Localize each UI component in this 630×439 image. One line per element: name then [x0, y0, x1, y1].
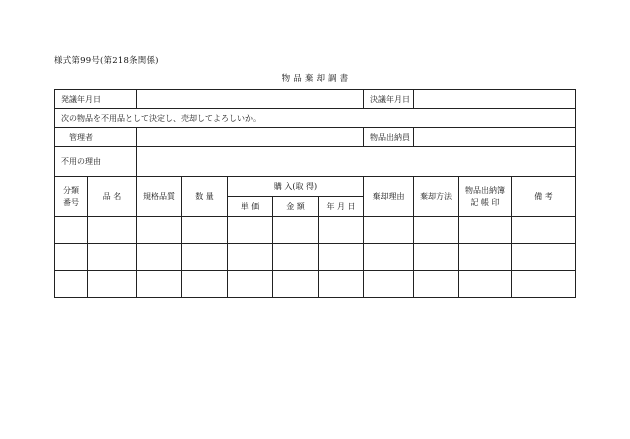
table-cell[interactable] [182, 244, 228, 271]
table-cell[interactable] [414, 244, 459, 271]
header-amount: 金 額 [273, 197, 319, 217]
proposal-date-field[interactable] [137, 90, 364, 109]
table-cell[interactable] [182, 217, 228, 244]
table-cell[interactable] [273, 244, 319, 271]
table-cell[interactable] [88, 217, 137, 244]
table-cell[interactable] [55, 217, 88, 244]
table-cell[interactable] [137, 217, 182, 244]
header-category-no-line1: 分類 [63, 185, 79, 195]
table-cell[interactable] [228, 244, 273, 271]
table-row [55, 217, 576, 244]
header-item-name: 品 名 [88, 177, 137, 217]
clerk-label: 物品出納員 [364, 128, 414, 147]
header-disposal-method: 棄却方法 [414, 177, 459, 217]
table-row [55, 244, 576, 271]
table-cell[interactable] [137, 271, 182, 298]
table-cell[interactable] [512, 244, 576, 271]
header-quantity: 数 量 [182, 177, 228, 217]
header-category-no-line2: 番号 [63, 197, 79, 207]
table-cell[interactable] [459, 217, 512, 244]
header-ledger-line1: 物品出納簿 [465, 185, 505, 195]
header-ledger-stamp [459, 177, 512, 217]
table-cell[interactable] [319, 271, 364, 298]
header-purchase: 購 入(取 得) [228, 177, 364, 197]
header-category-no [55, 177, 88, 217]
reason-field[interactable] [137, 147, 576, 177]
statement-text: 次の物品を不用品として決定し、売却してよろしいか。 [55, 109, 576, 128]
proposal-date-label: 発議年月日 [55, 90, 137, 109]
header-disposal-reason: 棄却理由 [364, 177, 414, 217]
table-cell[interactable] [319, 217, 364, 244]
table-cell[interactable] [55, 271, 88, 298]
header-ledger-line2: 記 帳 印 [470, 197, 500, 207]
reason-label: 不用の理由 [55, 147, 137, 177]
manager-field[interactable] [137, 128, 364, 147]
manager-label: 管理者 [55, 128, 137, 147]
header-remarks: 備 考 [512, 177, 576, 217]
table-cell[interactable] [364, 271, 414, 298]
table-cell[interactable] [512, 217, 576, 244]
table-cell[interactable] [414, 271, 459, 298]
table-cell[interactable] [364, 217, 414, 244]
decision-date-label: 決議年月日 [364, 90, 414, 109]
table-cell[interactable] [273, 271, 319, 298]
table-cell[interactable] [88, 244, 137, 271]
clerk-field[interactable] [414, 128, 576, 147]
table-cell[interactable] [512, 271, 576, 298]
table-cell[interactable] [364, 244, 414, 271]
table-cell[interactable] [459, 271, 512, 298]
table-cell[interactable] [459, 244, 512, 271]
table-cell[interactable] [228, 217, 273, 244]
table-cell[interactable] [55, 244, 88, 271]
disposal-form-table [54, 89, 576, 298]
table-cell[interactable] [319, 244, 364, 271]
table-cell[interactable] [88, 271, 137, 298]
document-title: 物 品 棄 却 調 書 [281, 74, 349, 84]
table-cell[interactable] [414, 217, 459, 244]
table-cell[interactable] [182, 271, 228, 298]
decision-date-field[interactable] [414, 90, 576, 109]
table-row [55, 271, 576, 298]
header-date: 年 月 日 [319, 197, 364, 217]
table-cell[interactable] [228, 271, 273, 298]
table-cell[interactable] [273, 217, 319, 244]
table-cell[interactable] [137, 244, 182, 271]
header-unit-price: 単 価 [228, 197, 273, 217]
form-number: 様式第99号(第218条関係) [54, 56, 159, 66]
header-spec: 規格品質 [137, 177, 182, 217]
